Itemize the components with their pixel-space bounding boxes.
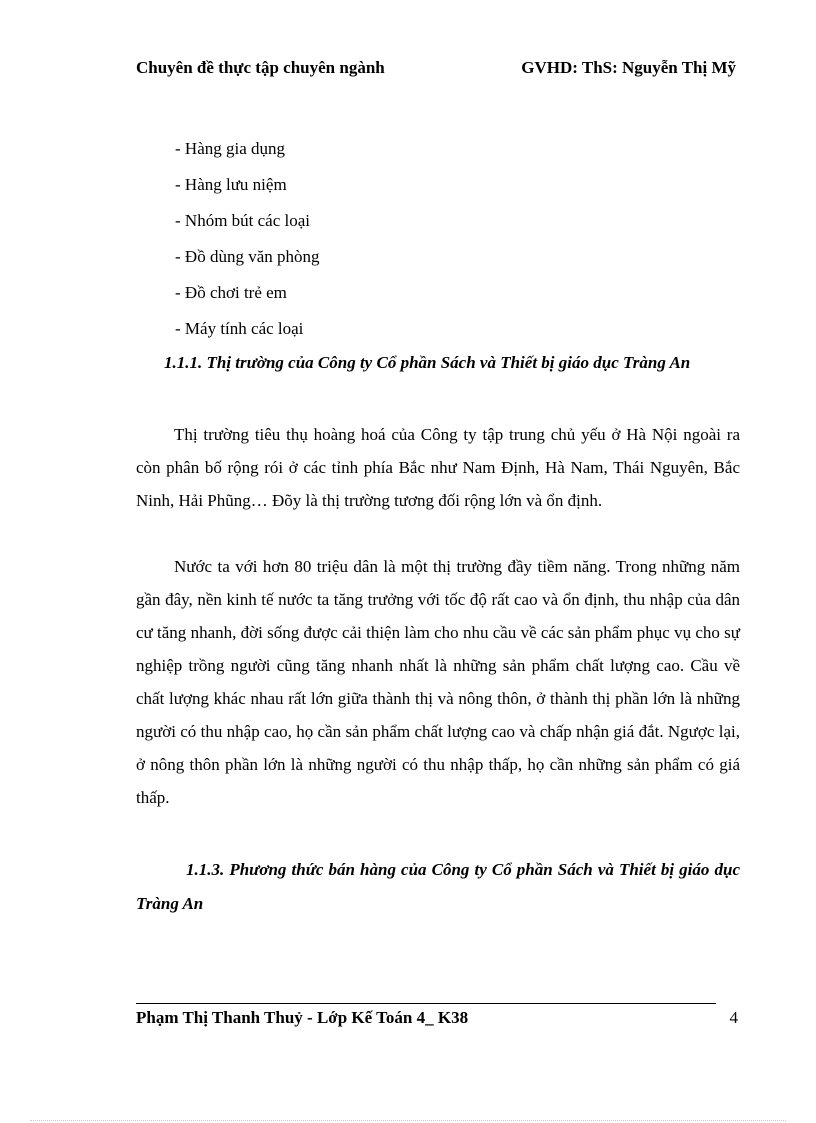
page-footer <box>136 1008 740 1034</box>
header-title: Chuyên đề thực tập chuyên ngành <box>136 58 385 77</box>
footer-author: Phạm Thị Thanh Thuỷ - Lớp Kế Toán 4_ K38 <box>136 1008 469 1027</box>
page-number: 4 <box>729 1008 738 1027</box>
paragraph-market: Thị trường tiêu thụ hoàng hoá của Công ty tập trung chủ yếu ở Hà Nội ngoài ra còn phân bố rộng rói ở các tỉnh phía Bắc như Nam Định, Hà Nam, Thái Nguyên, Bắc Ninh, Hải Phũng… Đõy là thị trường tương đối rộng lớn và ổn định. <box>136 425 740 510</box>
list-item: - Nhóm bút các loại <box>175 211 311 230</box>
list-item: - Đồ dùng văn phòng <box>175 247 320 266</box>
list-item: - Hàng lưu niệm <box>175 175 287 194</box>
page-header <box>136 58 736 82</box>
header-supervisor: GVHD: ThS: Nguyễn Thị Mỹ <box>521 58 736 77</box>
section-heading-sales-method: 1.1.3. Phương thức bán hàng của Công ty Cổ phần Sách và Thiết bị giáo dục Tràng An <box>136 860 740 913</box>
paragraph-demand: Nước ta với hơn 80 triệu dân là một thị trường đầy tiềm năng. Trong những năm gần đây, nền kinh tế nước ta tăng trưởng với tốc độ rất cao và ổn định, thu nhập của dân cư tăng nhanh, đời sống được cải thiện làm cho nhu cầu về các sản phẩm phục vụ cho sự nghiệp trồng người cũng tăng nhanh nhất là những sản phẩm chất lượng cao. Cầu về chất lượng khác nhau rất lớn giữa thành thị và nông thôn, ở thành thị phần lớn là những người có thu nhập cao, họ cần sản phẩm chất lượng cao và chấp nhận giá đắt. Ngược lại, ở nông thôn phần lớn là những người có thu nhập thấp, họ cần những sản phẩm có giá thấp. <box>136 557 740 807</box>
product-list <box>175 137 319 353</box>
list-item: - Hàng gia dụng <box>175 139 286 158</box>
list-item: - Đồ chơi trẻ em <box>175 283 287 302</box>
page-boundary <box>30 1120 786 1121</box>
footer-divider <box>136 1003 716 1004</box>
list-item: - Máy tính các loại <box>175 319 304 338</box>
section-heading-market: 1.1.1. Thị trường của Công ty Cổ phần Sách và Thiết bị giáo dục Tràng An <box>164 353 691 372</box>
